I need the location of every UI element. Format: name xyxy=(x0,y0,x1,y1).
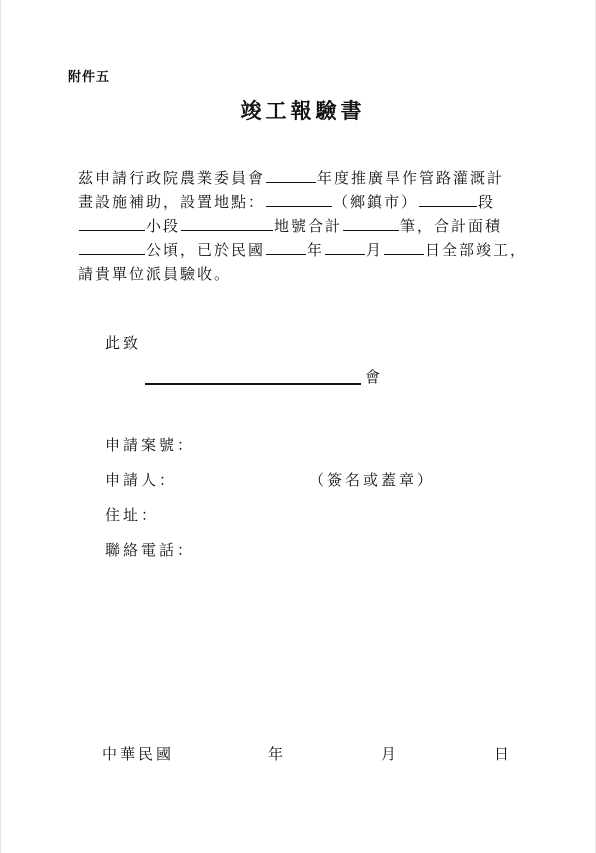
body-text: （鄉鎮市） xyxy=(333,193,419,211)
body-text: 年度推廣旱作管路灌溉計 xyxy=(317,169,505,187)
completion-month-blank[interactable] xyxy=(325,240,365,255)
body-text: 年 xyxy=(307,241,325,259)
body-text: 日全部竣工， xyxy=(425,241,528,259)
body-text: 地號合計 xyxy=(274,217,343,235)
phone-label: 聯絡電話： xyxy=(105,541,196,559)
date-month: 月 xyxy=(381,745,400,763)
body-line-1 xyxy=(78,168,504,188)
case-number-label: 申請案號： xyxy=(105,436,196,454)
recipient-blank[interactable] xyxy=(145,383,361,385)
attachment-label: 附件五 xyxy=(68,70,111,85)
completion-day-blank[interactable] xyxy=(384,240,424,255)
recipient-suffix: 會 xyxy=(365,368,384,386)
year-blank[interactable] xyxy=(266,168,316,183)
location-blank[interactable] xyxy=(266,192,332,207)
date-day: 日 xyxy=(494,745,513,763)
body-line-3 xyxy=(78,216,502,236)
lot-number-blank[interactable] xyxy=(181,216,273,231)
body-text: 茲申請行政院農業委員會 xyxy=(78,169,266,187)
date-era: 中華民國 xyxy=(102,745,175,763)
body-text: 小段 xyxy=(146,217,181,235)
date-year: 年 xyxy=(268,745,287,763)
body-line-2 xyxy=(78,192,495,212)
signature-note: （簽名或蓋章） xyxy=(309,471,436,489)
body-text: 筆，合計面積 xyxy=(400,217,503,235)
address-label: 住址： xyxy=(105,506,160,524)
subsection-blank[interactable] xyxy=(79,216,145,231)
body-line-4 xyxy=(78,240,527,260)
area-blank[interactable] xyxy=(79,240,145,255)
body-text: 段 xyxy=(478,193,496,211)
body-text: 月 xyxy=(366,241,384,259)
completion-year-blank[interactable] xyxy=(266,240,306,255)
body-text: 公頃，已於民國 xyxy=(146,241,266,259)
body-text: 畫設施補助，設置地點： xyxy=(78,193,266,211)
lot-count-blank[interactable] xyxy=(343,216,399,231)
body-line-5: 請貴單位派員驗收。 xyxy=(78,265,232,283)
applicant-label: 申請人： xyxy=(105,471,178,489)
salutation: 此致 xyxy=(105,334,142,352)
document-title: 竣工報驗書 xyxy=(240,99,366,123)
section-blank[interactable] xyxy=(419,192,477,207)
